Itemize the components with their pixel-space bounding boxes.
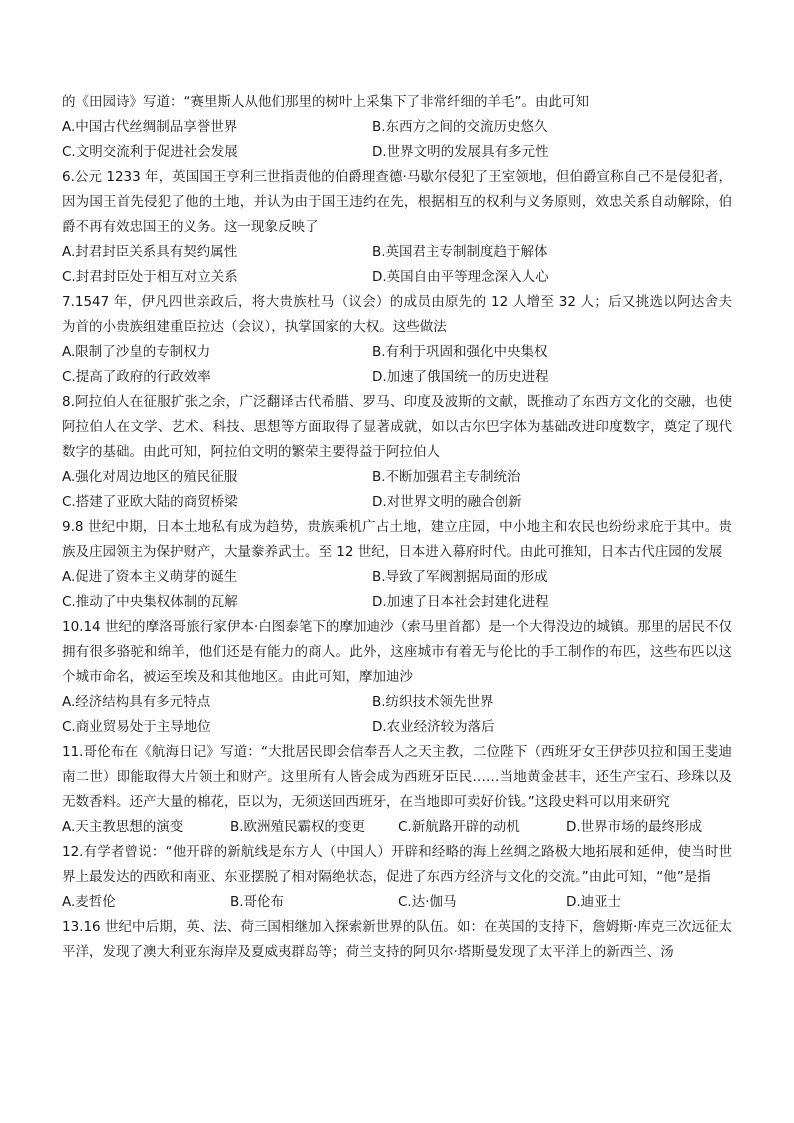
option-a: A.强化对周边地区的殖民征服 xyxy=(62,469,238,485)
answer-options xyxy=(62,565,732,615)
answer-options xyxy=(62,340,732,390)
question-7 xyxy=(62,290,732,390)
option-b: B.导致了军阀割据局面的形成 xyxy=(372,569,548,585)
option-d: D.农业经济较为落后 xyxy=(372,719,495,735)
option-b: B.纺织技术领先世界 xyxy=(372,694,494,710)
answer-options xyxy=(62,465,732,515)
answer-options xyxy=(62,890,732,915)
question-8 xyxy=(62,390,732,515)
option-c: C.达·伽马 xyxy=(398,894,457,910)
option-b: B.哥伦布 xyxy=(230,894,285,910)
option-c: C.搭建了亚欧大陆的商贸桥梁 xyxy=(62,494,238,510)
option-c: C.商业贸易处于主导地位 xyxy=(62,719,211,735)
question-stem: 11.哥伦布在《航海日记》写道：“大批居民即会信奉吾人之天主教，二位陛下（西班牙女王伊莎贝拉和国王斐迪南二世）即能取得大片领土和财产。这里所有人皆会成为西班牙臣民……当地黄金甚丰，还生产宝石、珍珠以及无数香料。还产大量的棉花，臣以为，无须送回西班牙，在当地即可卖好价钱。”这段史料可以用来研究 xyxy=(62,744,732,810)
question-stem: 9.8 世纪中期，日本土地私有成为趋势，贵族乘机广占土地，建立庄园，中小地主和农民也纷纷求庇于其中。贵族及庄园领主为保护财产，大量豢养武士。至 12 世纪，日本进入幕府时代。由此可推知，日本古代庄园的发展 xyxy=(62,519,732,560)
question-stem: 13.16 世纪中后期，英、法、荷三国相继加入探索新世界的队伍。如：在英国的支持下，詹姆斯·库克三次远征太平洋，发现了澳大利亚东海岸及夏威夷群岛等；荷兰支持的阿贝尔·塔斯曼发现了太平洋上的新西兰、汤 xyxy=(62,919,732,960)
question-stem: 7.1547 年，伊凡四世亲政后，将大贵族杜马（议会）的成员由原先的 12 人增至 32 人；后又挑选以阿达舍夫为首的小贵族组建重臣拉达（会议），执掌国家的大权。这些做法 xyxy=(62,294,732,335)
option-b: B.欧洲殖民霸权的变更 xyxy=(230,819,366,835)
option-b: B.英国君主专制制度趋于解体 xyxy=(372,244,548,260)
option-d: D.英国自由平等理念深入人心 xyxy=(372,269,549,285)
question-6 xyxy=(62,165,732,290)
question-stem: 6.公元 1233 年，英国国王亨利三世指责他的伯爵理查德·马歇尔侵犯了王室领地，但伯爵宣称自己不是侵犯者，因为国王首先侵犯了他的土地，并认为由于国王违约在先，根据相互的权利与义务原则，效忠关系自动解除，伯爵不再有效忠国王的义务。这一现象反映了 xyxy=(62,169,732,235)
option-d: D.世界市场的最终形成 xyxy=(566,819,703,835)
option-d: D.加速了俄国统一的历史进程 xyxy=(372,369,549,385)
option-c: C.封君封臣处于相互对立关系 xyxy=(62,269,238,285)
option-a: A.促进了资本主义萌芽的诞生 xyxy=(62,569,238,585)
question-5-continued xyxy=(62,90,732,165)
question-12 xyxy=(62,840,732,915)
answer-options xyxy=(62,690,732,740)
question-9 xyxy=(62,515,732,615)
question-13 xyxy=(62,915,732,965)
option-c: C.提高了政府的行政效率 xyxy=(62,369,211,385)
option-a: A.限制了沙皇的专制权力 xyxy=(62,344,211,360)
option-d: D.对世界文明的融合创新 xyxy=(372,494,522,510)
option-d: D.加速了日本社会封建化进程 xyxy=(372,594,549,610)
option-c: C.新航路开辟的动机 xyxy=(398,819,520,835)
option-c: C.文明交流利于促进社会发展 xyxy=(62,144,238,160)
question-stem: 8.阿拉伯人在征服扩张之余，广泛翻译古代希腊、罗马、印度及波斯的文献，既推动了东西方文化的交融，也使阿拉伯人在文学、艺术、科技、思想等方面取得了显著成就，如以古尔巴字体为基础改进印度数字，奠定了现代数字的基础。由此可知，阿拉伯文明的繁荣主要得益于阿拉伯人 xyxy=(62,394,732,460)
answer-options xyxy=(62,240,732,290)
option-d: D.迪亚士 xyxy=(566,894,622,910)
option-c: C.推动了中央集权体制的瓦解 xyxy=(62,594,238,610)
question-10 xyxy=(62,615,732,740)
answer-options xyxy=(62,815,732,840)
question-stem: 12.有学者曾说：“他开辟的新航线是东方人（中国人）开辟和经略的海上丝绸之路极大地拓展和延伸，使当时世界上最发达的西欧和南亚、东亚摆脱了相对隔绝状态，促进了东西方经济与文化的交流。”由此可知，“他”是指 xyxy=(62,844,732,885)
answer-options xyxy=(62,115,732,165)
option-a: A.经济结构具有多元特点 xyxy=(62,694,211,710)
option-a: A.麦哲伦 xyxy=(62,894,116,910)
question-stem: 10.14 世纪的摩洛哥旅行家伊本·白图泰笔下的摩加迪沙（索马里首都）是一个大得没边的城镇。那里的居民不仅拥有很多骆驼和绵羊，他们还是有能力的商人。此外，这座城市有着无与伦比的手工制作的布匹，这些布匹以这个城市命名，被运至埃及和其他地区。由此可知，摩加迪沙 xyxy=(62,619,732,685)
option-d: D.世界文明的发展具有多元性 xyxy=(372,144,549,160)
option-b: B.有利于巩固和强化中央集权 xyxy=(372,344,548,360)
option-b: B.不断加强君主专制统治 xyxy=(372,469,521,485)
option-a: A.封君封臣关系具有契约属性 xyxy=(62,244,238,260)
question-stem: 的《田园诗》写道：“赛里斯人从他们那里的树叶上采集下了非常纤细的羊毛”。由此可知 xyxy=(62,94,589,110)
option-a: A.中国古代丝绸制品享誉世界 xyxy=(62,119,238,135)
option-b: B.东西方之间的交流历史悠久 xyxy=(372,119,548,135)
option-a: A.天主教思想的演变 xyxy=(62,819,184,835)
question-11 xyxy=(62,740,732,840)
